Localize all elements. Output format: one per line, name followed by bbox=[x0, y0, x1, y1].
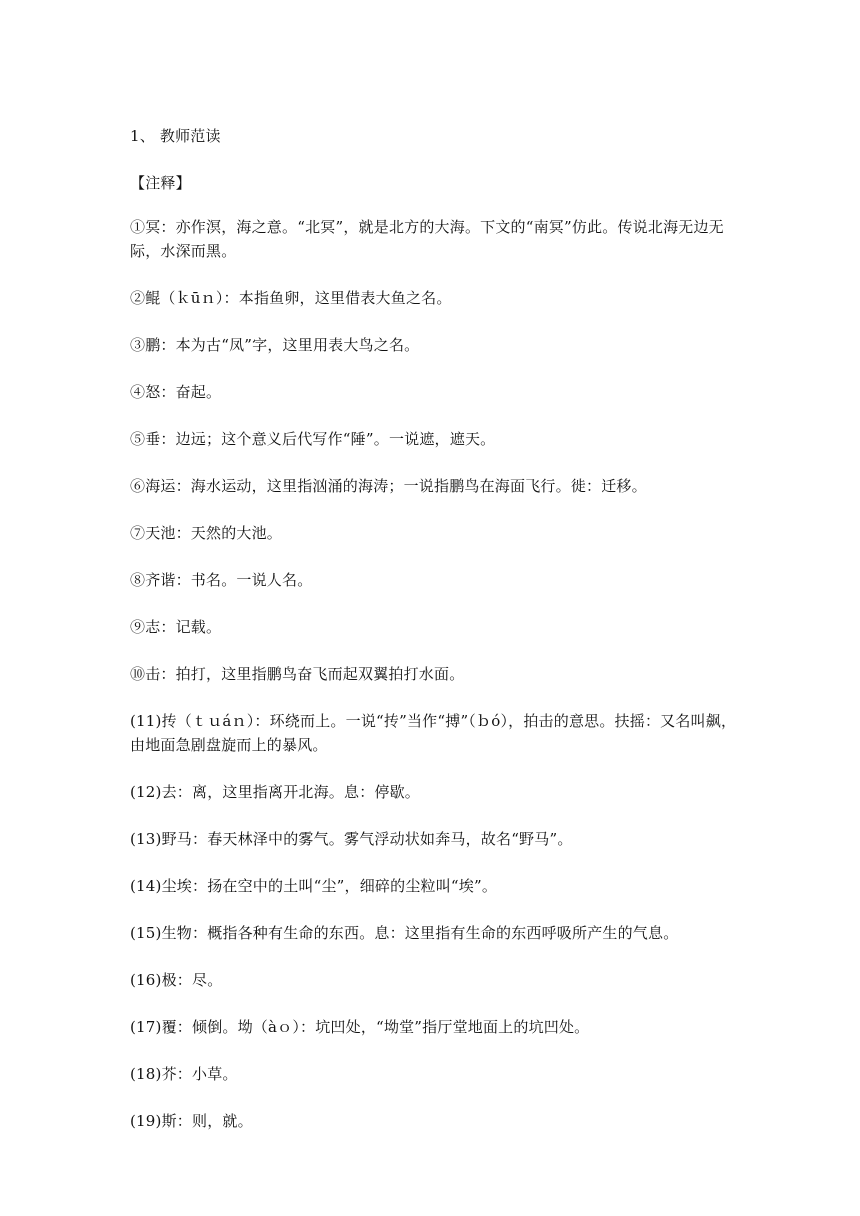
note-item: ⑥海运：海水运动，这里指汹涌的海涛；一说指鹏鸟在海面飞行。徙：迁移。 bbox=[130, 477, 647, 495]
note-item: ⑧齐谐：书名。一说人名。 bbox=[130, 571, 313, 589]
note-item: ④怒：奋起。 bbox=[130, 383, 222, 401]
note-item: ⑦天池：天然的大池。 bbox=[130, 524, 283, 542]
note-item: (18)芥：小草。 bbox=[130, 1065, 238, 1083]
note-item: (11)抟（ｔｕáｎ）：环绕而上。一说“抟”当作“搏”（ｂó），拍击的意思。扶摇：又名叫飙，由地面急剧盘旋而上的暴风。 bbox=[130, 712, 737, 754]
note-item: (19)斯：则，就。 bbox=[130, 1112, 253, 1130]
note-item: (15)生物：概指各种有生命的东西。息：这里指有生命的东西呼吸所产生的气息。 bbox=[130, 924, 679, 942]
note-item: (12)去：离，这里指离开北海。息：停歇。 bbox=[130, 783, 420, 801]
note-item: (16)极：尽。 bbox=[130, 971, 223, 989]
note-item: ①冥：亦作溟，海之意。“北冥”，就是北方的大海。下文的“南冥”仿此。传说北海无边无际，水深而黑。 bbox=[130, 218, 724, 260]
note-item: ②鲲（ｋūｎ）：本指鱼卵，这里借表大鱼之名。 bbox=[130, 289, 452, 307]
note-item: (13)野马：春天林泽中的雾气。雾气浮动状如奔马，故名“野马”。 bbox=[130, 830, 573, 848]
note-item: ⑤垂：边远；这个意义后代写作“陲”。一说遮，遮天。 bbox=[130, 430, 496, 448]
note-item: ⑨志：记载。 bbox=[130, 618, 222, 636]
document-body bbox=[130, 124, 740, 1156]
note-item: (14)尘埃：扬在空中的土叫“尘”，细碎的尘粒叫“埃”。 bbox=[130, 877, 498, 895]
note-item: (17)覆：倾倒。坳（àｏ）：坑凹处，“坳堂”指厅堂地面上的坑凹处。 bbox=[130, 1018, 590, 1036]
note-item: ⑩击：拍打，这里指鹏鸟奋飞而起双翼拍打水面。 bbox=[130, 665, 465, 683]
section-heading: 1、 教师范读 bbox=[130, 127, 221, 145]
note-item: ③鹏：本为古“凤”字，这里用表大鸟之名。 bbox=[130, 336, 420, 354]
notes-title: 【注释】 bbox=[130, 174, 191, 192]
